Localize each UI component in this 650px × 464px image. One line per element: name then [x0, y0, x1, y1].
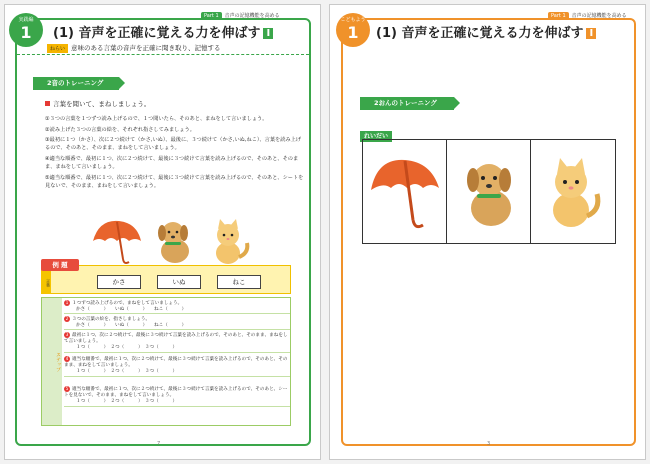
- question-number: 1: [65, 300, 69, 305]
- example-tag: れいだい: [360, 131, 392, 142]
- example-side-label: 言葉: [41, 271, 51, 294]
- word-box-neko: ねこ: [217, 275, 261, 289]
- section-ribbon: 2おんのトレーニング: [360, 97, 454, 110]
- word-box-kasa: かさ: [97, 275, 141, 289]
- question-text: 適当な順番で、最初に１つ、次に２つ続けて、最後に３つ続けて言葉を読み上げるので、そのあと、シートを見ないで、そのまま、まねをして言いましょう。: [64, 387, 288, 399]
- step-1: ①３つの言葉を１つずつ読み上げるので、１つ聞いたら、そのあと、まねをして言いましょう。: [45, 116, 268, 122]
- question-text: 最初に１つ、次に２つ続けて、最後に３つ続けて言葉を読み上げるので、そのあと、そのまま、まねをして言いましょう。: [64, 333, 288, 345]
- section-ribbon: 2音のトレーニング: [33, 77, 119, 90]
- answer-line: かさ（ ） いぬ（ ） ねこ（ ）: [76, 323, 187, 329]
- title-text: (1) 音声を正確に覚える力を伸ばす: [376, 26, 584, 41]
- chapter-badge: [9, 13, 43, 47]
- answer-line: １つ（ ） ２つ（ ） ３つ（ ）: [76, 399, 178, 405]
- page-title: [376, 22, 596, 41]
- badge-number: 1: [347, 23, 359, 42]
- instruction-text: 言葉を聞いて、まねしましょう。: [53, 100, 151, 108]
- answer-line: かさ（ ） いぬ（ ） ねこ（ ）: [76, 307, 187, 313]
- step-5: ⑤適当な順番で、最初に１つ、次に２つ続けて、最後に３つ続けて言葉を読み上げるので、そのあと、シートを見ないで、そのまま、まねをして言いましょう。: [45, 174, 304, 189]
- cat-icon: [531, 140, 615, 243]
- badge-label: こどもよう: [340, 17, 366, 23]
- step-3: ③最初に１つ（かさ）、次に２つ続けて（かさ,いぬ）、最後に、３つ続けて（かさ,いぬ,ねこ）、言葉を読み上げるので、そのあと、そのまま、まねをして言いましょう。: [45, 137, 301, 152]
- question-number: 3: [65, 332, 69, 337]
- question-text: ３つの言葉の絵を、指さしましょう。: [72, 317, 151, 322]
- part-tag: Part 1: [201, 12, 222, 20]
- step-list: [45, 115, 305, 192]
- answer-line: １つ（ ） ２つ（ ） ３つ（ ）: [76, 345, 178, 351]
- page-number: 3: [487, 441, 491, 447]
- aim-tag: ねらい: [47, 44, 68, 53]
- page-number: 7: [157, 441, 161, 447]
- umbrella-icon: [363, 140, 447, 243]
- question-number: 5: [65, 386, 69, 391]
- part-title: 音声の記憶機能を高める: [224, 13, 280, 19]
- question-number: 2: [65, 316, 69, 321]
- page-title: [53, 22, 273, 41]
- child-page: [329, 4, 646, 460]
- example-label: 例 題: [41, 259, 79, 271]
- question-text: 適当な順番で、最初に１つ、次に２つ続けて、最後に３つ続けて言葉を読み上げるので、そのあと、そのまま、まねをして言いましょう。: [64, 357, 288, 369]
- chapter-badge: [336, 13, 370, 47]
- question-1: [64, 300, 290, 314]
- roman-badge: Ⅰ: [586, 28, 596, 39]
- part-tag: Part 1: [548, 12, 569, 20]
- part-header: [548, 12, 627, 20]
- question-number: 4: [65, 356, 69, 361]
- umbrella-icon: [89, 213, 144, 267]
- part-title: 音声の記憶機能を高める: [571, 13, 627, 19]
- badge-label: 実践編: [18, 17, 34, 23]
- picture-row: [89, 213, 255, 267]
- step-2: ②読み上げた３つの言葉の絵を、それぞれ指さしてみましょう。: [45, 126, 195, 133]
- aim-text: 意味のある言葉の音声を正確に聞き取り、記憶する: [71, 44, 221, 52]
- title-text: (1) 音声を正確に覚える力を伸ばす: [53, 26, 261, 41]
- roman-badge: Ⅰ: [263, 28, 273, 39]
- question-3: [64, 332, 290, 353]
- teacher-page: [4, 4, 321, 460]
- question-5: [64, 386, 290, 407]
- dog-icon: [447, 140, 531, 243]
- part-header: [201, 12, 280, 20]
- worksheet: [41, 297, 291, 426]
- sheet-side-label: ステップ: [42, 298, 62, 425]
- word-box-inu: いぬ: [157, 275, 201, 289]
- question-2: [64, 316, 290, 330]
- bullet-icon: [45, 101, 50, 106]
- question-4: [64, 356, 290, 377]
- instruction: [45, 99, 150, 108]
- picture-table: [362, 139, 616, 244]
- answer-line: １つ（ ） ２つ（ ） ３つ（ ）: [76, 369, 178, 375]
- step-4: ④適当な順番で、最初に１つ、次に２つ続けて、最後に３つ続けて言葉を読み上げるので、そのあと、そのまま、まねをして言いましょう。: [45, 155, 299, 170]
- cat-icon: [201, 213, 256, 267]
- question-text: １つずつ読み上げるので、まねをして言いましょう。: [72, 301, 183, 306]
- aim-line: [47, 43, 221, 53]
- badge-number: 1: [20, 23, 32, 42]
- divider: [17, 54, 309, 55]
- dog-icon: [145, 213, 200, 267]
